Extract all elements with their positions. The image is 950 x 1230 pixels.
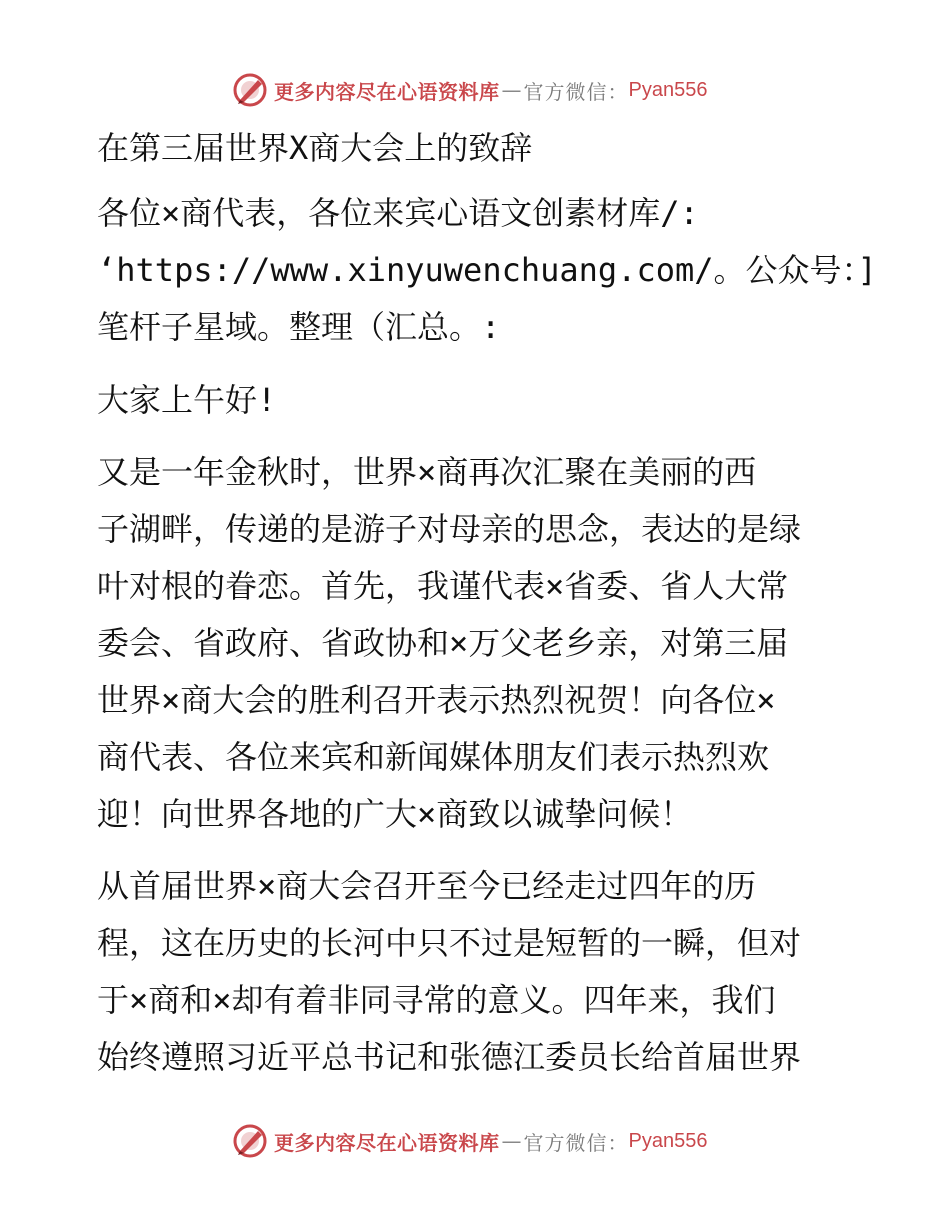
document-title: 在第三届世界X商大会上的致辞 <box>97 129 533 167</box>
paragraph-line: 迎！向世界各地的广大×商致以诚挚问候！ <box>97 795 693 833</box>
header-banner <box>232 70 707 110</box>
paragraph-line: 程，这在历史的长河中只不过是短暂的一瞬，但对 <box>97 924 802 962</box>
paragraph-line: 叶对根的眷恋。首先，我谨代表×省委、省人大常 <box>97 567 789 605</box>
pen-logo-icon <box>232 72 268 108</box>
paragraph-line: 又是一年金秋时，世界×商再次汇聚在美丽的西 <box>97 453 757 491</box>
paragraph-line: 商代表、各位来宾和新闻媒体朋友们表示热烈欢 <box>97 738 770 776</box>
hello-line: 大家上午好! <box>97 381 277 419</box>
paragraph-line: 世界×商大会的胜利召开表示热烈祝贺！向各位× <box>97 681 776 719</box>
banner-text: 更多内容尽在心语资料库 <box>274 1130 500 1155</box>
banner-wechat-id: Pyan556 <box>628 78 708 101</box>
greeting-paragraph <box>97 185 877 356</box>
paragraph-line: 子湖畔，传递的是游子对母亲的思念，表达的是绿 <box>97 510 802 548</box>
pen-logo-icon <box>232 1123 268 1159</box>
banner-separator: — <box>501 78 522 102</box>
banner-official-label: 官方微信： <box>523 79 629 104</box>
banner-official-label: 官方微信： <box>523 1130 629 1155</box>
paragraph-line: 始终遵照习近平总书记和张德江委员长给首届世界 <box>97 1038 802 1076</box>
paragraph-2 <box>97 858 857 1086</box>
paragraph-line: 于×商和×却有着非同寻常的意义。四年来，我们 <box>97 981 776 1019</box>
paragraph-line: 委会、省政府、省政协和×万父老乡亲，对第三届 <box>97 624 789 662</box>
banner-text: 更多内容尽在心语资料库 <box>274 79 500 104</box>
document-body <box>97 120 877 1086</box>
footer-banner <box>232 1121 707 1161</box>
banner-separator: — <box>501 1129 522 1153</box>
paragraph-line: 从首届世界×商大会召开至今已经走过四年的历 <box>97 867 757 905</box>
paragraph-1 <box>97 444 857 843</box>
greeting-line: ‘https://www.xinyuwenchuang.com/。公众号：] <box>97 251 877 289</box>
greeting-line: 各位×商代表，各位来宾心语文创素材库/: <box>97 194 699 232</box>
greeting-line: 笔杆子星域。整理（汇总。: <box>97 308 501 346</box>
banner-wechat-id: Pyan556 <box>628 1129 708 1152</box>
